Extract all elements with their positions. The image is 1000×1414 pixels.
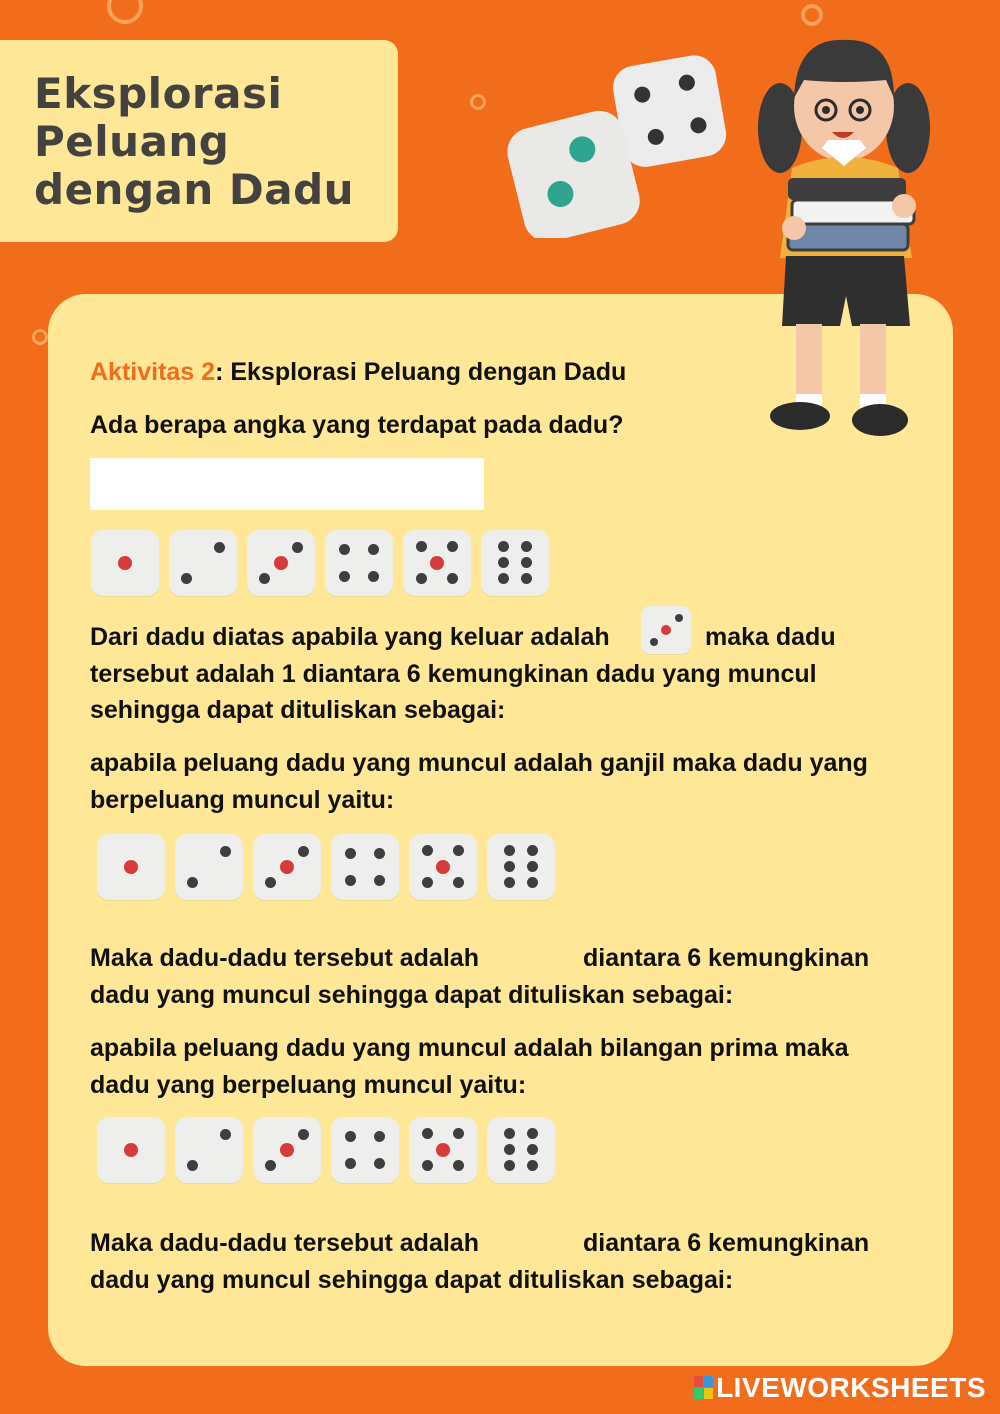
activity-heading: Aktivitas 2: Eksplorasi Peluang dengan Dadu bbox=[90, 358, 627, 386]
die-option-3[interactable] bbox=[253, 834, 321, 900]
girl-illustration bbox=[752, 28, 937, 448]
die-option-4[interactable] bbox=[331, 834, 399, 900]
die-option-1[interactable] bbox=[97, 1117, 165, 1183]
result-prime-line1-part-a: Maka dadu-dadu tersebut adalah bbox=[90, 1229, 479, 1257]
die-face-2 bbox=[169, 530, 237, 596]
question-prime-line2: dadu yang berpeluang muncul yaitu: bbox=[90, 1071, 527, 1099]
answer-input-dice-count[interactable] bbox=[90, 458, 484, 510]
answer-slot-prime-count[interactable] bbox=[508, 1226, 578, 1260]
paragraph-intro-line3: sehingga dapat dituliskan sebagai: bbox=[90, 696, 506, 724]
die-option-5[interactable] bbox=[409, 834, 477, 900]
result-prime-line2: dadu yang muncul sehingga dapat dituliskan sebagai: bbox=[90, 1266, 734, 1294]
die-face-4 bbox=[325, 530, 393, 596]
decorative-circle bbox=[801, 4, 823, 26]
footer-brand-text: LIVEWORKSHEETS bbox=[716, 1372, 986, 1403]
die-option-2[interactable] bbox=[175, 834, 243, 900]
result-odd-line2: dadu yang muncul sehingga dapat dituliskan sebagai: bbox=[90, 981, 734, 1009]
die-option-6[interactable] bbox=[487, 1117, 555, 1183]
die-option-5[interactable] bbox=[409, 1117, 477, 1183]
content-panel bbox=[48, 294, 953, 1366]
result-odd-line1-part-a: Maka dadu-dadu tersebut adalah bbox=[90, 944, 479, 972]
liveworksheets-logo bbox=[694, 1372, 986, 1404]
decorative-circle bbox=[107, 0, 143, 24]
paragraph-intro-continued: maka dadu bbox=[705, 623, 836, 651]
dice-row-odd-selection bbox=[97, 834, 555, 900]
die-option-3[interactable] bbox=[253, 1117, 321, 1183]
die-option-2[interactable] bbox=[175, 1117, 243, 1183]
die-face-3 bbox=[247, 530, 315, 596]
question-prime-line1: apabila peluang dadu yang muncul adalah bilangan prima maka bbox=[90, 1034, 849, 1062]
result-odd-line1-part-b: diantara 6 kemungkinan bbox=[583, 944, 870, 972]
liveworksheets-mark-icon bbox=[694, 1376, 714, 1400]
decorative-circle bbox=[32, 329, 48, 345]
die-face-1 bbox=[91, 530, 159, 596]
decorative-circle bbox=[470, 94, 486, 110]
answer-slot-odd-count[interactable] bbox=[508, 941, 578, 975]
dice-row-reference bbox=[91, 530, 549, 596]
inline-die-face-3 bbox=[641, 606, 691, 654]
die-option-1[interactable] bbox=[97, 834, 165, 900]
paragraph-intro-line1: Dari dadu diatas apabila yang keluar adalah bbox=[90, 623, 610, 651]
question-odd-line2: berpeluang muncul yaitu: bbox=[90, 786, 395, 814]
paragraph-intro-line2: tersebut adalah 1 diantara 6 kemungkinan dadu yang muncul bbox=[90, 660, 817, 688]
result-prime-line1-part-b: diantara 6 kemungkinan bbox=[583, 1229, 870, 1257]
dice-row-prime-selection bbox=[97, 1117, 555, 1183]
die-option-4[interactable] bbox=[331, 1117, 399, 1183]
die-face-6 bbox=[481, 530, 549, 596]
die-option-6[interactable] bbox=[487, 834, 555, 900]
question-dice-count: Ada berapa angka yang terdapat pada dadu? bbox=[90, 411, 624, 439]
question-odd-line1: apabila peluang dadu yang muncul adalah ganjil maka dadu yang bbox=[90, 749, 868, 777]
die-face-5 bbox=[403, 530, 471, 596]
page-title: Eksplorasi Peluang dengan Dadu bbox=[34, 69, 355, 214]
dice-illustration bbox=[505, 48, 735, 238]
